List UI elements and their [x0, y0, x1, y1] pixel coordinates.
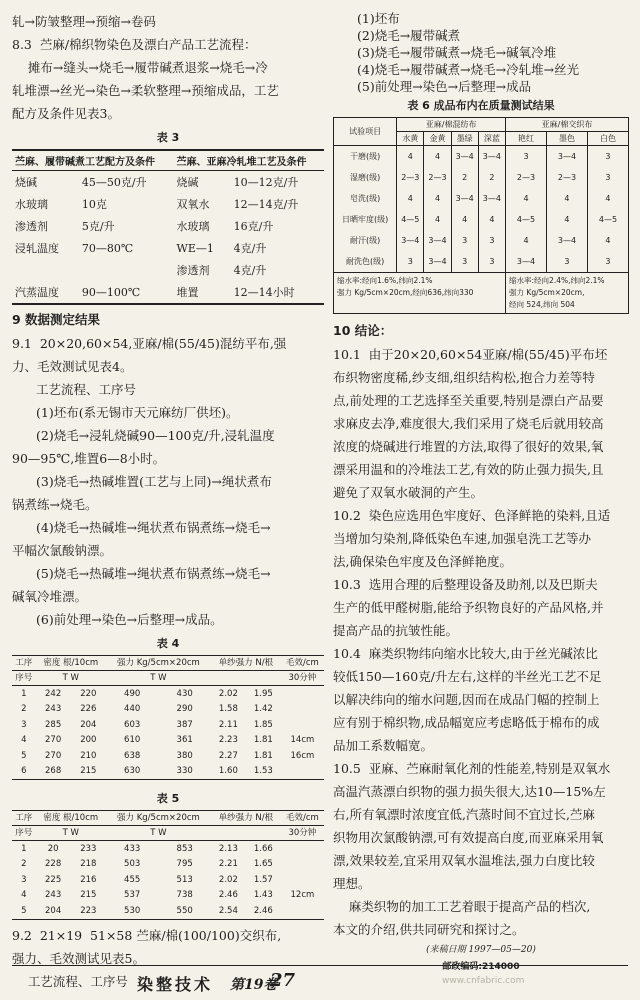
- cell: 1.42: [253, 704, 273, 715]
- process-step: (2)烧毛→履带碱煮: [357, 28, 461, 43]
- note-line: 强力 Kg/5cm×20cm,经向636,纬向330: [337, 288, 474, 297]
- text-line: 应有别于棉织物,成品幅宽应考虑略低于棉布的成: [333, 715, 600, 730]
- text-line: 生产的低甲醛树脂,能给予织物良好的产品风格,并: [333, 600, 604, 615]
- section-9-heading: 9 数据测定结果: [12, 312, 101, 327]
- cell: 537: [124, 890, 141, 901]
- cell: 4: [546, 188, 587, 209]
- col-header: T W: [106, 826, 211, 841]
- cell: 4—5: [506, 209, 547, 230]
- table-3-header-left: 苎麻、履带碱煮工艺配方及条件: [12, 150, 174, 171]
- cell: 水玻璃: [15, 198, 48, 211]
- col-header: 白色: [587, 132, 628, 146]
- cell: [79, 259, 174, 281]
- cell: 14cm: [290, 735, 315, 746]
- process-step: 锅煮练→烧毛。: [12, 497, 98, 512]
- cell: 440: [124, 704, 141, 715]
- cell: 1.66: [253, 843, 273, 854]
- cell: 2—3: [424, 167, 451, 188]
- cell: 3—4: [546, 230, 587, 251]
- process-step: (3)烧毛→热碱堆置(工艺与上同)→绳状煮布: [36, 474, 272, 489]
- cell: 2.11: [218, 719, 238, 730]
- text-line: 麻类织物的加工工艺着眼于提高产品的档次,: [333, 899, 591, 914]
- cell: 3—4: [478, 146, 505, 168]
- table-4: [12, 655, 324, 780]
- table-row: [12, 717, 324, 733]
- process-heading: 工艺流程、工序号: [36, 382, 137, 397]
- cell: 3: [21, 874, 27, 885]
- cell: 2—3: [546, 167, 587, 188]
- process-step: (5)烧毛→热碱堆→绳状煮布锅煮练→烧毛→: [36, 566, 271, 581]
- text-line: 强力、毛效测试见表5。: [12, 950, 145, 966]
- cell: 3: [587, 251, 628, 273]
- col-header: 毛效/cm: [281, 656, 324, 671]
- process-step: (1)坯布(系无锡市天元麻纺厂供坯)。: [36, 405, 239, 420]
- cell: 5: [21, 750, 27, 761]
- col-header: 墨绿: [451, 132, 478, 146]
- process-step: (6)前处理→染色→后整理→成品。: [36, 612, 223, 627]
- cell: [281, 764, 324, 780]
- table-row: [334, 188, 629, 209]
- text-line: 10.1 由于20×20,60×54亚麻/棉(55/45)平布坯: [333, 347, 608, 362]
- process-step: 碱氧冷堆漂。: [12, 589, 88, 604]
- cell: 4: [587, 230, 628, 251]
- page-number: 27: [270, 970, 296, 991]
- cell: 3—4: [397, 230, 424, 251]
- cell: 湿磨(级): [334, 167, 397, 188]
- text-line: 漂,效果较差,宜采用双氧水温堆法,强力白度比较: [333, 853, 595, 868]
- cell: 430: [176, 688, 193, 699]
- journal-name: 染整技术: [137, 975, 214, 994]
- cell: [281, 857, 324, 873]
- col-header: 水黄: [397, 132, 424, 146]
- table-4-caption: 表 4: [156, 637, 180, 650]
- col-header: 金黄: [424, 132, 451, 146]
- col-header: 工序: [12, 811, 36, 826]
- process-step: (4)烧毛→热碱堆→绳状煮布锅煮练→烧毛→: [36, 520, 271, 535]
- table-row: [12, 193, 324, 215]
- text-line: 力、毛效测试见表4。: [12, 359, 133, 374]
- cell: 汽蒸温度: [12, 281, 79, 304]
- note-line: 缩水率:经向2.4%,纬向2.1%: [509, 276, 605, 285]
- cell: 2: [451, 167, 478, 188]
- text-line: 品加工系数幅宽。: [333, 738, 434, 753]
- page-footer: [12, 965, 628, 1000]
- cell: 耐洗色(级): [334, 251, 397, 273]
- cell: [281, 841, 324, 857]
- cell: 2.02: [218, 688, 238, 699]
- cell: [281, 872, 324, 888]
- cell: 水玻璃: [176, 220, 210, 233]
- cell: 433: [124, 843, 141, 854]
- cell: 610: [124, 735, 141, 746]
- note-line: 经向 524,纬向 504: [509, 300, 575, 309]
- cell: 2.46: [246, 903, 281, 919]
- text-line: 右,所有氧漂时浓度宜低,汽蒸时间不宜过长,苎麻: [333, 807, 595, 822]
- cell: 200: [80, 735, 97, 746]
- col-header: T W: [106, 671, 211, 686]
- cell: 3—4: [424, 251, 451, 273]
- table-row: [12, 259, 324, 281]
- col-header: 墨色: [546, 132, 587, 146]
- cell: 285: [45, 719, 62, 730]
- table-3-caption: 表 3: [156, 131, 180, 144]
- cell: 2: [478, 167, 505, 188]
- cell: 3: [478, 230, 505, 251]
- intro-paragraph: [12, 10, 324, 125]
- cell: 双氧水: [176, 198, 210, 211]
- table-row: [334, 167, 629, 188]
- cell: 215: [71, 764, 106, 780]
- cell: 3—4: [478, 188, 505, 209]
- cell: 204: [36, 903, 71, 919]
- table-row: [12, 764, 324, 780]
- cell: 218: [80, 859, 97, 870]
- process-heading: 工艺流程、工序号: [12, 973, 128, 989]
- text-line: 织物用次氯酸钠漂,可有效提高白度,而亚麻采用氧: [333, 830, 604, 845]
- table-6-body: [334, 146, 629, 273]
- cell: WE—1: [176, 241, 214, 255]
- col-header: 毛效/cm: [281, 811, 324, 826]
- cell: 1: [21, 688, 27, 699]
- cell: 503: [124, 859, 141, 870]
- note-line: 缩水率:经向1.6%,纬向2.1%: [337, 276, 433, 285]
- text-line: 本文的介绍,供共同研究和探讨之。: [333, 922, 525, 937]
- cell: 530: [106, 903, 158, 919]
- received-date: (来稿日期 1997—05—20): [426, 945, 536, 955]
- cell: 耐汗(级): [334, 230, 397, 251]
- col-header: 强力 Kg/5cm×20cm: [106, 811, 211, 826]
- cell: 268: [36, 764, 71, 780]
- table-row: [12, 686, 324, 702]
- table-row: [12, 733, 324, 749]
- cell: 4: [397, 188, 424, 209]
- cell: 380: [176, 750, 193, 761]
- cell: 12cm: [290, 890, 315, 901]
- cell: 浸轧温度: [15, 242, 59, 255]
- cell: [281, 702, 324, 718]
- cell: 4: [21, 735, 27, 746]
- text-line: 理想。: [333, 876, 371, 891]
- table-row: [12, 872, 324, 888]
- col-header: T W: [36, 671, 106, 686]
- note-line: 强力 Kg/5cm×20cm,: [509, 288, 585, 297]
- table-row: [334, 209, 629, 230]
- cell: 2.23: [218, 735, 238, 746]
- process-step: (4)烧毛→履带碱煮→烧毛→冷轧堆→丝光: [357, 62, 580, 77]
- cell: 1.58: [218, 704, 238, 715]
- process-step: 平幅次氯酸钠漂。: [12, 543, 113, 558]
- cell: 2.02: [218, 874, 238, 885]
- cell: [281, 686, 324, 702]
- cell: 皂洗(级): [334, 188, 397, 209]
- cell: 1.53: [246, 764, 281, 780]
- text-line: 提高产品的抗皱性能。: [333, 623, 459, 638]
- col-header: 单纱强力 N/根: [211, 656, 281, 671]
- cell: 387: [176, 719, 193, 730]
- cell: 10—12克/升: [233, 176, 299, 189]
- cell: 烧碱: [176, 176, 199, 189]
- cell: 795: [176, 859, 193, 870]
- cell: 3: [587, 167, 628, 188]
- cell: 550: [158, 903, 211, 919]
- cell: 4克/升: [233, 264, 267, 277]
- cell: 638: [124, 750, 141, 761]
- cell: 3: [451, 230, 478, 251]
- col-header: 深蓝: [478, 132, 505, 146]
- text-line: 高温汽蒸漂白织物的强力损失很大,达10—15%左: [333, 784, 606, 799]
- row-header: 试验项目: [334, 118, 397, 146]
- cell: 3—4: [451, 188, 478, 209]
- cell: 2: [21, 859, 27, 870]
- cell: 242: [45, 688, 62, 699]
- section-10-heading: 10 结论：: [333, 323, 393, 338]
- cell: 4—5: [397, 209, 424, 230]
- cell: 4: [478, 209, 505, 230]
- cell: 3: [478, 251, 505, 273]
- cell: 1: [21, 843, 27, 854]
- cell: 3: [21, 719, 27, 730]
- cell: 216: [80, 874, 97, 885]
- group-header: 亚麻/棉混纺布: [397, 118, 506, 132]
- cell: 12—14小时: [231, 281, 324, 304]
- cell: 220: [80, 688, 97, 699]
- col-header: 密度 根/10cm: [36, 656, 106, 671]
- col-header: 工序: [12, 656, 36, 671]
- cell: [281, 717, 324, 733]
- table-6: [333, 117, 629, 314]
- right-column: [333, 10, 629, 975]
- cell: 堆置: [174, 281, 231, 304]
- cell: 4: [587, 188, 628, 209]
- cell: 215: [80, 890, 97, 901]
- cell: 3: [546, 251, 587, 273]
- cell: 330: [158, 764, 211, 780]
- cell: 3: [506, 146, 547, 168]
- cell: 204: [80, 719, 97, 730]
- text-line: 避免了双氧水破洞的产生。: [333, 485, 484, 500]
- cell: [12, 259, 79, 281]
- text-line: 摊布→缝头→烧毛→履带碱煮退浆→烧毛→冷: [12, 60, 268, 75]
- cell: 3: [587, 146, 628, 168]
- text-line: 法,确保染色牢度及色泽鲜艳度。: [333, 554, 512, 569]
- cell: 2—3: [397, 167, 424, 188]
- text-line: 10.3 选用合理的后整理设备及助剂,以及巴斯夫: [333, 577, 598, 592]
- col-header: [211, 826, 281, 841]
- col-header: 密度 根/10cm: [36, 811, 106, 826]
- table-row: [334, 251, 629, 273]
- cell: 490: [124, 688, 141, 699]
- cell: 4: [546, 209, 587, 230]
- cell: 16cm: [290, 750, 315, 761]
- text-line: 10.5 亚麻、苎麻耐氧化剂的性能差,特别是双氧水: [333, 761, 611, 776]
- text-line: 10.2 染色应选用色牢度好、色泽鲜艳的染料,且适: [333, 508, 611, 523]
- section-8-3-heading: 8.3 苎麻/棉织物染色及漂白产品工艺流程：: [12, 37, 257, 52]
- cell: 烧碱: [15, 176, 37, 189]
- process-step: (3)烧毛→履带碱煮→烧毛→碱氧冷堆: [357, 45, 557, 60]
- table-row: [334, 146, 629, 168]
- cell: 226: [80, 704, 97, 715]
- text-line: 10.4 麻类织物纬向缩水比较大,由于丝光碱浓比: [333, 646, 598, 661]
- cell: 4: [424, 188, 451, 209]
- text-line: 轧堆漂→丝光→染色→柔软整理→预缩成品，工艺: [12, 83, 279, 98]
- table-row: [12, 215, 324, 237]
- text-line: 以解决纬向的缩水问题,因而在成品门幅的控制上: [333, 692, 600, 707]
- table-3-header-right: 苎麻、亚麻冷轧堆工艺及条件: [174, 150, 324, 171]
- table-5: [12, 810, 324, 920]
- cell: 361: [176, 735, 193, 746]
- cell: 4: [506, 188, 547, 209]
- cell: 45—50克/升: [81, 176, 147, 189]
- cell: 10克: [81, 198, 107, 211]
- cell: 3—4: [451, 146, 478, 168]
- cell: 4: [424, 209, 451, 230]
- table-row: [12, 171, 324, 194]
- cell: 513: [176, 874, 193, 885]
- table-row: [12, 237, 324, 259]
- col-header: 单纱强力 N/根: [211, 811, 281, 826]
- cell: 5克/升: [81, 220, 115, 233]
- table-row: [12, 888, 324, 904]
- process-step: (1)坯布: [357, 11, 400, 26]
- cell: 223: [71, 903, 106, 919]
- cell: 270: [45, 750, 62, 761]
- cell: 6: [12, 764, 36, 780]
- col-header: [211, 671, 281, 686]
- col-header: 序号: [12, 671, 36, 686]
- table-3: [12, 149, 324, 305]
- text-line: 点,前处理的工艺选择至关重要,特别是漂白产品要: [333, 393, 604, 408]
- cell: 1.81: [253, 735, 273, 746]
- cell: 2.27: [218, 750, 238, 761]
- cell: 243: [45, 704, 62, 715]
- table-4-body: [12, 686, 324, 780]
- cell: 1.81: [253, 750, 273, 761]
- cell: 4—5: [587, 209, 628, 230]
- cell: 1.65: [253, 859, 273, 870]
- cell: 2: [21, 704, 27, 715]
- cell: 2—3: [506, 167, 547, 188]
- cell: 4: [451, 209, 478, 230]
- cell: 3—4: [424, 230, 451, 251]
- table-row: [12, 281, 324, 304]
- table-row: [12, 702, 324, 718]
- table-row: [334, 230, 629, 251]
- text-line: 布织物密度稀,纱支细,组织结构松,抱合力差等特: [333, 370, 595, 385]
- table-6-caption: 表 6 成品布内在质量测试结果: [407, 99, 555, 112]
- col-header: 强力 Kg/5cm×20cm: [106, 656, 211, 671]
- cell: 日晒牢度(级): [334, 209, 397, 230]
- cell: 630: [106, 764, 158, 780]
- table-5-caption: 表 5: [156, 792, 180, 805]
- cell: 5: [12, 903, 36, 919]
- cell: [281, 903, 324, 919]
- cell: 225: [45, 874, 62, 885]
- table-6-note-right: [506, 273, 629, 314]
- cell: 1.60: [211, 764, 246, 780]
- cell: 干磨(级): [334, 146, 397, 168]
- cell: 16克/升: [233, 220, 274, 233]
- table-6-note-left: [334, 273, 506, 314]
- text-line: 当增加匀染剂,降低染色车速,加强皂洗工艺等办: [333, 531, 591, 546]
- col-header: 30分钟: [281, 671, 324, 686]
- cell: 4: [506, 230, 547, 251]
- process-step: (2)烧毛→浸轧烧碱90—100克/升,浸轧温度: [36, 428, 275, 443]
- col-header: 艳红: [506, 132, 547, 146]
- cell: 12—14克/升: [233, 198, 299, 211]
- cell: 90—100℃: [79, 281, 174, 304]
- cell: 4: [424, 146, 451, 168]
- table-5-body: [12, 841, 324, 920]
- section-10-body: [333, 343, 629, 941]
- left-column: [12, 10, 324, 993]
- cell: 4: [21, 890, 27, 901]
- cell: 3—4: [546, 146, 587, 168]
- cell: 4克/升: [233, 242, 267, 255]
- cell: 455: [124, 874, 141, 885]
- cell: 1.95: [253, 688, 273, 699]
- cell: 2.13: [218, 843, 238, 854]
- postcode: 邮政编码:214000: [442, 962, 520, 972]
- process-step: 90—95℃,堆置6—8小时。: [12, 451, 166, 466]
- table-row: [12, 748, 324, 764]
- cell: 290: [176, 704, 193, 715]
- cell: 2.21: [218, 859, 238, 870]
- cell: 2.54: [211, 903, 246, 919]
- section-9-2: 9.2 21×19 51×58 苎麻/棉(100/100)交织布,: [12, 927, 282, 943]
- cell: 603: [124, 719, 141, 730]
- text-line: 较低150—160克/升左右,这样的半丝光工艺不足: [333, 669, 602, 684]
- cell: 1.43: [253, 890, 273, 901]
- cell: 270: [45, 735, 62, 746]
- cell: 3—4: [506, 251, 547, 273]
- text-line: 配方及条件见表3。: [12, 106, 120, 121]
- text-line: 漂采用温和的冷堆法工艺,有效的防止强力损失,且: [333, 462, 604, 477]
- text-line: 求麻皮去净,难度很大,我们采用了烧毛后就用较高: [333, 416, 604, 431]
- cell: 3: [451, 251, 478, 273]
- col-header: 30分钟: [281, 826, 324, 841]
- process-step: (5)前处理→染色→后整理→成品: [357, 79, 532, 94]
- cell: 1.85: [253, 719, 273, 730]
- text-line: 轧→防皱整理→预缩→卷码: [12, 14, 156, 29]
- watermark: www.cnfabric.com: [442, 976, 525, 986]
- cell: 210: [80, 750, 97, 761]
- table-row: [12, 841, 324, 857]
- cell: 3: [397, 251, 424, 273]
- cell: 20: [47, 843, 59, 854]
- cell: 4: [397, 146, 424, 168]
- cell: 738: [176, 890, 193, 901]
- cell: 1.57: [253, 874, 273, 885]
- col-header: T W: [36, 826, 106, 841]
- cell: 853: [176, 843, 193, 854]
- cell: 渗透剂: [15, 220, 48, 233]
- table-row: [12, 903, 324, 919]
- table-row: [12, 857, 324, 873]
- cell: 228: [45, 859, 62, 870]
- cell: 243: [45, 890, 62, 901]
- cell: 渗透剂: [176, 264, 210, 277]
- text-line: 9.1 20×20,60×54,亚麻/棉(55/45)混纺平布,强: [12, 336, 287, 351]
- cell: 70—80℃: [81, 241, 134, 255]
- cell: 2.46: [218, 890, 238, 901]
- col-header: 序号: [12, 826, 36, 841]
- text-line: 浓度的烧碱进行堆置的方法,取得了很好的效果,氧: [333, 439, 604, 454]
- cell: 233: [80, 843, 97, 854]
- group-header: 亚麻/棉交织布: [506, 118, 629, 132]
- volume-number: 第19卷: [230, 977, 278, 993]
